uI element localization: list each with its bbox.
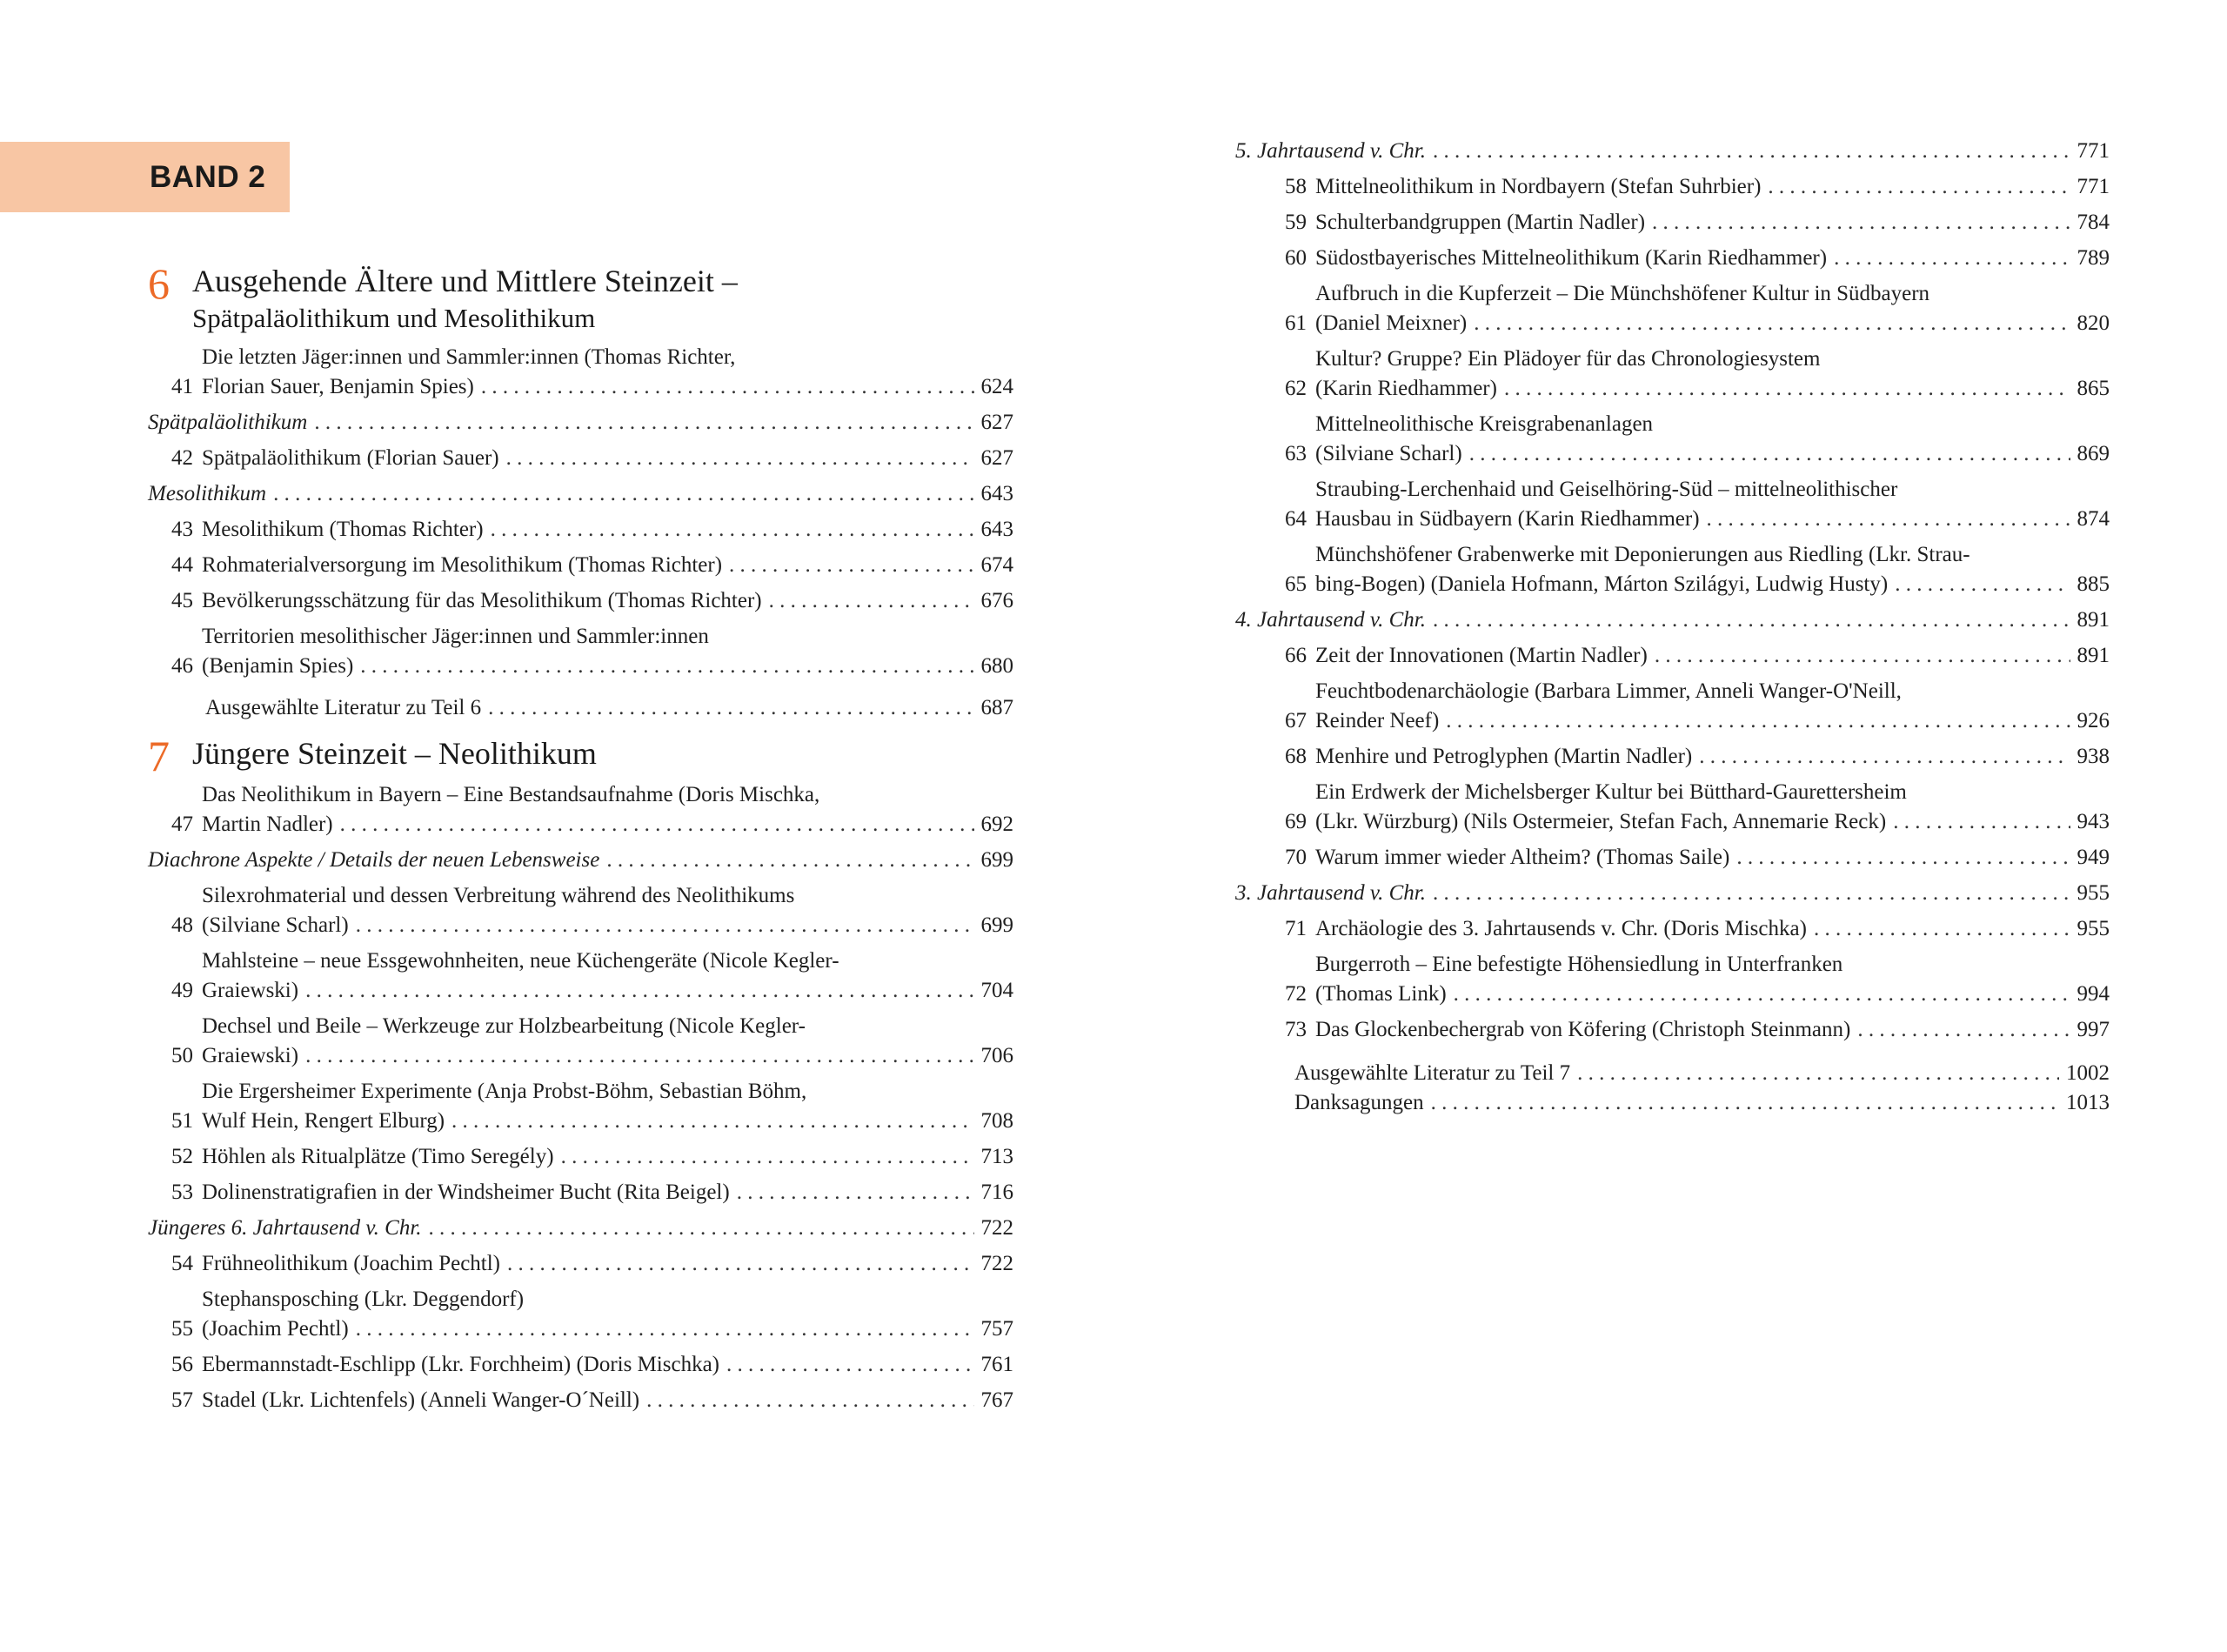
section-title: Spätpaläolithikum bbox=[148, 411, 308, 434]
toc-section-diachrone-aspekte[interactable] bbox=[148, 846, 1013, 875]
entry-number: 42 bbox=[171, 446, 193, 470]
page-number: 704 bbox=[980, 979, 1013, 1002]
toc-entry-62[interactable] bbox=[1235, 344, 2110, 404]
entry-number: 44 bbox=[171, 553, 193, 577]
entry-title-cont: (Joachim Pechtl) bbox=[202, 1317, 349, 1341]
section-title: Danksagungen bbox=[1294, 1091, 1424, 1114]
leader-dots bbox=[488, 693, 973, 723]
toc-entry-64[interactable] bbox=[1235, 475, 2110, 534]
volume-tab bbox=[0, 142, 290, 212]
toc-entry-73[interactable] bbox=[1235, 1015, 2110, 1045]
toc-entry-60[interactable] bbox=[1235, 244, 2110, 273]
page-number: 699 bbox=[980, 913, 1013, 937]
page-number: 943 bbox=[2077, 810, 2110, 833]
entry-title-cont: bing-Bogen) (Daniela Hofmann, Márton Szilágyi, Ludwig Husty) bbox=[1315, 572, 1889, 596]
entry-title: Dechsel und Beile – Werkzeuge zur Holzbearbeitung (Nicole Kegler- bbox=[202, 1014, 806, 1038]
leader-dots bbox=[1433, 137, 2070, 166]
toc-section-mesolithikum[interactable] bbox=[148, 479, 1013, 509]
page-number: 716 bbox=[980, 1180, 1013, 1204]
entry-title-cont: Martin Nadler) bbox=[202, 813, 333, 836]
entry-title-cont: Florian Sauer, Benjamin Spies) bbox=[202, 375, 474, 398]
entry-title: Straubing-Lerchenhaid und Geiselhöring-Süd – mittelneolithischer bbox=[1315, 478, 1898, 501]
leader-dots bbox=[737, 1178, 974, 1207]
toc-section-spaetpalaeolithikum[interactable] bbox=[148, 408, 1013, 438]
leader-dots bbox=[1454, 980, 2070, 1009]
section-title: 5. Jahrtausend v. Chr. bbox=[1235, 139, 1426, 163]
toc-entry-70[interactable] bbox=[1235, 843, 2110, 873]
page-number: 643 bbox=[980, 518, 1013, 541]
toc-entry-44[interactable] bbox=[148, 551, 1013, 580]
toc-right-column bbox=[1235, 130, 2110, 1124]
entry-title: Schulterbandgruppen (Martin Nadler) bbox=[1315, 211, 1646, 234]
entry-number: 55 bbox=[171, 1317, 193, 1341]
entry-title: Dolinenstratigrafien in der Windsheimer Bucht (Rita Beigel) bbox=[202, 1180, 730, 1204]
entry-title: Archäologie des 3. Jahrtausends v. Chr. (Doris Mischka) bbox=[1315, 917, 1807, 940]
page-number: 997 bbox=[2077, 1018, 2110, 1041]
entry-number: 53 bbox=[171, 1180, 193, 1204]
toc-literature-part-7[interactable] bbox=[1294, 1059, 2110, 1088]
toc-left-column bbox=[148, 261, 1013, 1421]
toc-entry-69[interactable] bbox=[1235, 778, 2110, 837]
entry-title: Spätpaläolithikum (Florian Sauer) bbox=[202, 446, 499, 470]
section-title: Mesolithikum bbox=[148, 482, 267, 505]
entry-number: 63 bbox=[1285, 442, 1307, 465]
page-number: 713 bbox=[980, 1145, 1013, 1168]
toc-section-5-jahrtausend[interactable] bbox=[1235, 137, 2110, 166]
section-title: 4. Jahrtausend v. Chr. bbox=[1235, 608, 1426, 632]
toc-entry-50[interactable] bbox=[148, 1012, 1013, 1071]
entry-number: 46 bbox=[171, 654, 193, 678]
entry-number: 61 bbox=[1285, 311, 1307, 335]
entry-title: Warum immer wieder Altheim? (Thomas Saile) bbox=[1315, 846, 1730, 869]
leader-dots bbox=[1814, 914, 2070, 944]
entry-title-cont: (Silviane Scharl) bbox=[1315, 442, 1462, 465]
leader-dots bbox=[1433, 605, 2070, 635]
toc-entry-55[interactable] bbox=[148, 1285, 1013, 1344]
leader-dots bbox=[340, 810, 974, 839]
leader-dots bbox=[1895, 570, 2070, 599]
page-number: 789 bbox=[2077, 246, 2110, 270]
page-number: 757 bbox=[980, 1317, 1013, 1341]
page-number: 627 bbox=[980, 411, 1013, 434]
leader-dots bbox=[1474, 309, 2070, 338]
entry-title: Bevölkerungsschätzung für das Mesolithikum (Thomas Richter) bbox=[202, 589, 762, 612]
entry-title-cont: (Lkr. Würzburg) (Nils Ostermeier, Stefan Fach, Annemarie Reck) bbox=[1315, 810, 1887, 833]
entry-title: Ebermannstadt-Eschlipp (Lkr. Forchheim) (Doris Mischka) bbox=[202, 1353, 719, 1376]
leader-dots bbox=[506, 444, 974, 473]
leader-dots bbox=[1577, 1059, 2059, 1088]
entry-number: 59 bbox=[1285, 211, 1307, 234]
entry-title: Mesolithikum (Thomas Richter) bbox=[202, 518, 484, 541]
section-title: Jüngeres 6. Jahrtausend v. Chr. bbox=[148, 1216, 422, 1240]
page-number: 674 bbox=[980, 553, 1013, 577]
toc-entry-58[interactable] bbox=[1235, 172, 2110, 202]
toc-entry-41[interactable] bbox=[148, 343, 1013, 402]
toc-literature-part-6[interactable] bbox=[205, 693, 1013, 723]
entry-number: 70 bbox=[1285, 846, 1307, 869]
entry-title: Mittelneolithische Kreisgrabenanlagen bbox=[1315, 412, 1654, 436]
entry-number: 60 bbox=[1285, 246, 1307, 270]
page-number: 699 bbox=[980, 848, 1013, 872]
toc-entry-53[interactable] bbox=[148, 1178, 1013, 1207]
entry-title: Menhire und Petroglyphen (Martin Nadler) bbox=[1315, 745, 1693, 768]
page-number: 938 bbox=[2077, 745, 2110, 768]
toc-section-4-jahrtausend[interactable] bbox=[1235, 605, 2110, 635]
leader-dots bbox=[1707, 505, 2070, 534]
entry-number: 47 bbox=[171, 813, 193, 836]
entry-title: Territorien mesolithischer Jäger:innen und Sammler:innen bbox=[202, 625, 709, 648]
page-number: 994 bbox=[2077, 982, 2110, 1006]
section-title: 3. Jahrtausend v. Chr. bbox=[1235, 881, 1426, 905]
entry-title: Die Ergersheimer Experimente (Anja Probst-Böhm, Sebastian Böhm, bbox=[202, 1080, 807, 1103]
leader-dots bbox=[1652, 208, 2070, 237]
toc-entry-65[interactable] bbox=[1235, 540, 2110, 599]
leader-dots bbox=[356, 1314, 974, 1344]
leader-dots bbox=[1699, 742, 2070, 772]
toc-entry-56[interactable] bbox=[148, 1350, 1013, 1380]
page-number: 692 bbox=[980, 813, 1013, 836]
page-number: 926 bbox=[2077, 709, 2110, 732]
entry-title: Ein Erdwerk der Michelsberger Kultur bei Bütthard-Gaurettersheim bbox=[1315, 780, 1907, 804]
page-number: 771 bbox=[2077, 139, 2110, 163]
toc-section-6-jahrtausend[interactable] bbox=[148, 1214, 1013, 1243]
entry-title-cont: Graiewski) bbox=[202, 979, 299, 1002]
leader-dots bbox=[1504, 374, 2070, 404]
page-number: 680 bbox=[980, 654, 1013, 678]
toc-entry-51[interactable] bbox=[148, 1077, 1013, 1136]
toc-entry-66[interactable] bbox=[1235, 641, 2110, 671]
entry-title: Aufbruch in die Kupferzeit – Die Münchshöfener Kultur in Südbayern bbox=[1315, 282, 1930, 305]
entry-title-cont: (Karin Riedhammer) bbox=[1315, 377, 1497, 400]
leader-dots bbox=[1834, 244, 2070, 273]
entry-title: Zeit der Innovationen (Martin Nadler) bbox=[1315, 644, 1648, 667]
entry-title-cont: Graiewski) bbox=[202, 1044, 299, 1067]
toc-entry-52[interactable] bbox=[148, 1142, 1013, 1172]
page-number: 627 bbox=[980, 446, 1013, 470]
page-number: 687 bbox=[980, 696, 1013, 719]
toc-entry-48[interactable] bbox=[148, 881, 1013, 940]
entry-title: Kultur? Gruppe? Ein Plädoyer für das Chronologiesystem bbox=[1315, 347, 1821, 371]
entry-title-cont: (Benjamin Spies) bbox=[202, 654, 354, 678]
leader-dots bbox=[491, 515, 974, 545]
entry-number: 51 bbox=[171, 1109, 193, 1133]
entry-title: Stephansposching (Lkr. Deggendorf) bbox=[202, 1287, 525, 1311]
leader-dots bbox=[1768, 172, 2070, 202]
part-title-line: Jüngere Steinzeit – Neolithikum bbox=[192, 736, 597, 771]
entry-number: 62 bbox=[1285, 377, 1307, 400]
page-number: 722 bbox=[980, 1216, 1013, 1240]
page-number: 676 bbox=[980, 589, 1013, 612]
toc-acknowledgements[interactable] bbox=[1294, 1088, 2110, 1118]
part-6-heading bbox=[148, 261, 1013, 336]
leader-dots bbox=[1433, 879, 2070, 908]
part-number: 7 bbox=[148, 732, 170, 780]
entry-title: Südostbayerisches Mittelneolithikum (Karin Riedhammer) bbox=[1315, 246, 1828, 270]
entry-title: Mahlsteine – neue Essgewohnheiten, neue Küchengeräte (Nicole Kegler- bbox=[202, 949, 839, 973]
toc-entry-42[interactable] bbox=[148, 444, 1013, 473]
entry-title-cont: (Silviane Scharl) bbox=[202, 913, 349, 937]
toc-entry-46[interactable] bbox=[148, 622, 1013, 681]
page-number: 949 bbox=[2077, 846, 2110, 869]
entry-title-cont: (Thomas Link) bbox=[1315, 982, 1447, 1006]
entry-title: Silexrohmaterial und dessen Verbreitung während des Neolithikums bbox=[202, 884, 795, 907]
toc-entry-59[interactable] bbox=[1235, 208, 2110, 237]
entry-number: 57 bbox=[171, 1388, 193, 1412]
entry-title: Frühneolithikum (Joachim Pechtl) bbox=[202, 1252, 501, 1275]
entry-title-cont: Wulf Hein, Rengert Elburg) bbox=[202, 1109, 445, 1133]
toc-entry-45[interactable] bbox=[148, 586, 1013, 616]
page-number: 784 bbox=[2077, 211, 2110, 234]
part-number: 6 bbox=[148, 259, 170, 308]
page-number: 874 bbox=[2077, 507, 2110, 531]
entry-number: 58 bbox=[1285, 175, 1307, 198]
page-number: 1002 bbox=[2066, 1061, 2110, 1085]
entry-title: Das Glockenbechergrab von Köfering (Christoph Steinmann) bbox=[1315, 1018, 1851, 1041]
leader-dots bbox=[1736, 843, 2070, 873]
toc-entry-72[interactable] bbox=[1235, 950, 2110, 1009]
entry-number: 56 bbox=[171, 1353, 193, 1376]
entry-number: 66 bbox=[1285, 644, 1307, 667]
toc-section-3-jahrtausend[interactable] bbox=[1235, 879, 2110, 908]
entry-number: 67 bbox=[1285, 709, 1307, 732]
leader-dots bbox=[356, 911, 974, 940]
entry-title: Münchshöfener Grabenwerke mit Deponierungen aus Riedling (Lkr. Strau- bbox=[1315, 543, 1970, 566]
leader-dots bbox=[451, 1107, 973, 1136]
leader-dots bbox=[561, 1142, 974, 1172]
leader-dots bbox=[606, 846, 973, 875]
leader-dots bbox=[646, 1386, 973, 1415]
entry-title-cont: Reinder Neef) bbox=[1315, 709, 1440, 732]
toc-entry-49[interactable] bbox=[148, 946, 1013, 1006]
page-number: 869 bbox=[2077, 442, 2110, 465]
entry-number: 49 bbox=[171, 979, 193, 1002]
toc-entry-47[interactable] bbox=[148, 780, 1013, 839]
page-number: 624 bbox=[980, 375, 1013, 398]
entry-number: 72 bbox=[1285, 982, 1307, 1006]
page-number: 767 bbox=[980, 1388, 1013, 1412]
section-title: Ausgewählte Literatur zu Teil 6 bbox=[205, 696, 482, 719]
page-number: 643 bbox=[980, 482, 1013, 505]
page-number: 771 bbox=[2077, 175, 2110, 198]
page-number: 1013 bbox=[2066, 1091, 2110, 1114]
entry-number: 43 bbox=[171, 518, 193, 541]
part-7-heading bbox=[148, 732, 1013, 780]
entry-number: 48 bbox=[171, 913, 193, 937]
volume-label: BAND 2 bbox=[150, 160, 266, 194]
leader-dots bbox=[507, 1249, 973, 1279]
toc-entry-43[interactable] bbox=[148, 515, 1013, 545]
entry-number: 41 bbox=[171, 375, 193, 398]
entry-title: Die letzten Jäger:innen und Sammler:innen (Thomas Richter, bbox=[202, 345, 736, 369]
leader-dots bbox=[726, 1350, 974, 1380]
toc-entry-71[interactable] bbox=[1235, 914, 2110, 944]
entry-title: Feuchtbodenarchäologie (Barbara Limmer, Anneli Wanger-O'Neill, bbox=[1315, 679, 1902, 703]
entry-title-cont: Hausbau in Südbayern (Karin Riedhammer) bbox=[1315, 507, 1700, 531]
leader-dots bbox=[305, 1041, 973, 1071]
entry-number: 71 bbox=[1285, 917, 1307, 940]
leader-dots bbox=[1857, 1015, 2070, 1045]
entry-number: 50 bbox=[171, 1044, 193, 1067]
part-subtitle-line: Spätpaläolithikum und Mesolithikum bbox=[192, 303, 596, 333]
entry-number: 64 bbox=[1285, 507, 1307, 531]
leader-dots bbox=[429, 1214, 974, 1243]
entry-title: Das Neolithikum in Bayern – Eine Bestandsaufnahme (Doris Mischka, bbox=[202, 783, 820, 806]
leader-dots bbox=[1655, 641, 2070, 671]
entry-number: 52 bbox=[171, 1145, 193, 1168]
entry-title: Rohmaterialversorgung im Mesolithikum (Thomas Richter) bbox=[202, 553, 723, 577]
leader-dots bbox=[305, 976, 973, 1006]
entry-number: 65 bbox=[1285, 572, 1307, 596]
entry-number: 73 bbox=[1285, 1018, 1307, 1041]
leader-dots bbox=[769, 586, 974, 616]
toc-entry-61[interactable] bbox=[1235, 279, 2110, 338]
leader-dots bbox=[1446, 706, 2070, 736]
entry-number: 69 bbox=[1285, 810, 1307, 833]
page-number: 722 bbox=[980, 1252, 1013, 1275]
entry-number: 68 bbox=[1285, 745, 1307, 768]
page-number: 955 bbox=[2077, 881, 2110, 905]
page-number: 820 bbox=[2077, 311, 2110, 335]
entry-title: Mittelneolithikum in Nordbayern (Stefan Suhrbier) bbox=[1315, 175, 1762, 198]
toc-entry-63[interactable] bbox=[1235, 410, 2110, 469]
page-number: 891 bbox=[2077, 644, 2110, 667]
page-number: 865 bbox=[2077, 377, 2110, 400]
entry-number: 45 bbox=[171, 589, 193, 612]
page-number: 885 bbox=[2077, 572, 2110, 596]
entry-title: Stadel (Lkr. Lichtenfels) (Anneli Wanger-O´Neill) bbox=[202, 1388, 640, 1412]
section-title: Diachrone Aspekte / Details der neuen Lebensweise bbox=[148, 848, 600, 872]
page-number: 891 bbox=[2077, 608, 2110, 632]
page-number: 761 bbox=[980, 1353, 1013, 1376]
page-number: 955 bbox=[2077, 917, 2110, 940]
leader-dots bbox=[481, 372, 974, 402]
leader-dots bbox=[273, 479, 973, 509]
leader-dots bbox=[1469, 439, 2070, 469]
entry-number: 54 bbox=[171, 1252, 193, 1275]
leader-dots bbox=[1431, 1088, 2059, 1118]
part-title-line: Ausgehende Ältere und Mittlere Steinzeit – bbox=[192, 264, 738, 298]
leader-dots bbox=[729, 551, 973, 580]
toc-entry-67[interactable] bbox=[1235, 677, 2110, 736]
entry-title-cont: (Daniel Meixner) bbox=[1315, 311, 1468, 335]
leader-dots bbox=[360, 652, 973, 681]
page-number: 706 bbox=[980, 1044, 1013, 1067]
toc-entry-57[interactable] bbox=[148, 1386, 1013, 1415]
leader-dots bbox=[1893, 807, 2070, 837]
entry-title: Burgerroth – Eine befestigte Höhensiedlung in Unterfranken bbox=[1315, 953, 1843, 976]
toc-entry-54[interactable] bbox=[148, 1249, 1013, 1279]
section-title: Ausgewählte Literatur zu Teil 7 bbox=[1294, 1061, 1571, 1085]
entry-title: Höhlen als Ritualplätze (Timo Seregély) bbox=[202, 1145, 554, 1168]
leader-dots bbox=[314, 408, 973, 438]
page-number: 708 bbox=[980, 1109, 1013, 1133]
toc-entry-68[interactable] bbox=[1235, 742, 2110, 772]
